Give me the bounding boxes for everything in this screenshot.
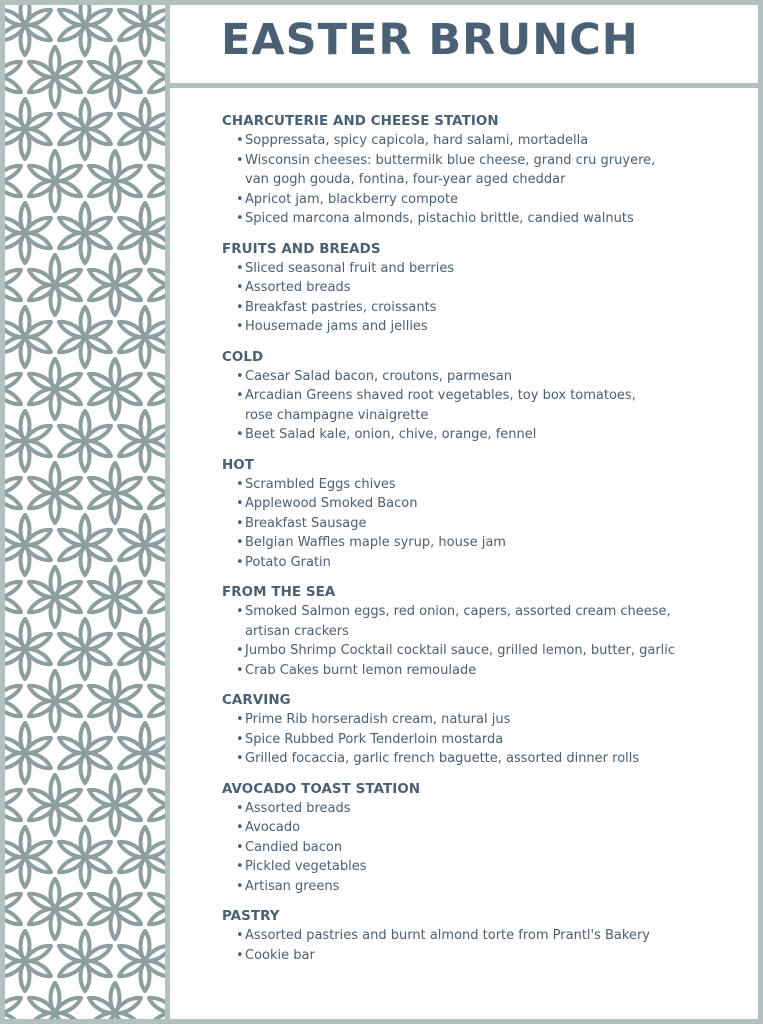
menu-section bbox=[222, 780, 742, 897]
menu-item bbox=[222, 475, 742, 495]
menu-item-text: Wisconsin cheeses: buttermilk blue cheese, grand cru gruyere, bbox=[245, 152, 656, 168]
bullet-icon: • bbox=[236, 211, 244, 226]
bullet-icon: • bbox=[236, 133, 244, 148]
bullet-icon: • bbox=[236, 662, 244, 678]
menu-item-text: Pickled vegetables bbox=[245, 859, 367, 874]
pattern-petal bbox=[5, 214, 27, 237]
bullet-icon: • bbox=[236, 604, 244, 619]
menu-item-list bbox=[222, 131, 742, 229]
menu-item bbox=[222, 926, 742, 946]
menu-item bbox=[222, 259, 742, 279]
menu-item-list bbox=[222, 259, 742, 337]
bullet-icon: • bbox=[236, 535, 244, 550]
pattern-petal bbox=[5, 318, 27, 341]
menu-item-text: Assorted pastries and burnt almond torte from Prantl's Bakery bbox=[245, 928, 650, 943]
section-title: COLD bbox=[222, 349, 264, 365]
bullet-icon: • bbox=[236, 476, 244, 492]
menu-item-text: Crab Cakes burnt lemon remoulade bbox=[245, 662, 477, 678]
menu-item-text: Beet Salad kale, onion, chive, orange, fennel bbox=[245, 427, 537, 442]
menu-item-text: rose champagne vinaigrette bbox=[245, 407, 429, 423]
menu-item bbox=[222, 749, 742, 769]
bullet-icon: • bbox=[236, 751, 244, 766]
pattern-petal bbox=[5, 526, 27, 549]
bullet-icon: • bbox=[236, 191, 244, 207]
bullet-icon: • bbox=[236, 731, 244, 747]
menu-item-list bbox=[222, 367, 742, 445]
bullet-icon: • bbox=[236, 299, 244, 315]
menu-item-text: Breakfast Sausage bbox=[245, 515, 367, 531]
menu-content bbox=[222, 112, 742, 976]
section-title: HOT bbox=[222, 457, 255, 473]
menu-item-list bbox=[222, 799, 742, 897]
menu-item-text: Spice Rubbed Pork Tenderloin mostarda bbox=[245, 731, 504, 747]
menu-item bbox=[222, 386, 742, 425]
bullet-icon: • bbox=[236, 554, 244, 570]
bullet-icon: • bbox=[236, 515, 244, 531]
menu-item-text: Caesar Salad bacon, croutons, parmesan bbox=[245, 368, 512, 384]
section-title: PASTRY bbox=[222, 909, 280, 924]
bullet-icon: • bbox=[236, 260, 244, 276]
menu-item bbox=[222, 799, 742, 819]
bullet-icon: • bbox=[236, 427, 244, 442]
menu-item-text: Smoked Salmon eggs, red onion, capers, assorted cream cheese, bbox=[245, 604, 671, 619]
menu-item bbox=[222, 425, 742, 445]
menu-item bbox=[222, 533, 742, 553]
pattern-petal bbox=[5, 734, 27, 757]
menu-item bbox=[222, 818, 742, 838]
bullet-icon: • bbox=[236, 928, 244, 943]
menu-item bbox=[222, 602, 742, 641]
bullet-icon: • bbox=[236, 839, 244, 855]
menu-item bbox=[222, 209, 742, 229]
menu-item bbox=[222, 730, 742, 750]
vertical-divider bbox=[165, 5, 170, 1019]
menu-section bbox=[222, 456, 742, 573]
menu-item bbox=[222, 514, 742, 534]
bullet-icon: • bbox=[236, 878, 244, 894]
pattern-petal bbox=[5, 110, 27, 133]
menu-item-text: Prime Rib horseradish cream, natural jus bbox=[245, 712, 511, 727]
menu-item-text: Spiced marcona almonds, pistachio brittle, candied walnuts bbox=[245, 211, 634, 226]
menu-item-text: Apricot jam, blackberry compote bbox=[245, 191, 459, 207]
menu-item bbox=[222, 298, 742, 318]
menu-item-text: Breakfast pastries, croissants bbox=[245, 299, 437, 315]
menu-item bbox=[222, 494, 742, 514]
section-title: AVOCADO TOAST STATION bbox=[222, 781, 421, 797]
menu-item-text: Soppressata, spicy capicola, hard salami, mortadella bbox=[245, 133, 589, 148]
menu-item-text: Jumbo Shrimp Cocktail cocktail sauce, grilled lemon, butter, garlic bbox=[245, 643, 676, 658]
menu-section bbox=[222, 907, 742, 965]
menu-item-list bbox=[222, 602, 742, 680]
menu-section bbox=[222, 240, 742, 337]
menu-item-text: Arcadian Greens shaved root vegetables, toy box tomatoes, bbox=[245, 388, 636, 403]
menu-item-text: Sliced seasonal fruit and berries bbox=[245, 260, 455, 276]
menu-item-text: Avocado bbox=[245, 820, 301, 835]
bullet-icon: • bbox=[236, 859, 244, 874]
menu-item-text: Artisan greens bbox=[245, 878, 340, 894]
menu-item-text: Belgian Waffles maple syrup, house jam bbox=[245, 535, 506, 550]
menu-item bbox=[222, 553, 742, 573]
menu-item-list bbox=[222, 710, 742, 769]
menu-item bbox=[222, 710, 742, 730]
pattern-petal bbox=[5, 630, 27, 653]
menu-section bbox=[222, 348, 742, 445]
menu-item-list bbox=[222, 475, 742, 573]
floral-pattern-graphic bbox=[5, 5, 165, 1019]
menu-item-text: Assorted breads bbox=[245, 280, 351, 295]
menu-item-text: Cookie bar bbox=[245, 947, 315, 963]
bullet-icon: • bbox=[236, 280, 244, 295]
menu-item-text: Potato Gratin bbox=[245, 554, 331, 570]
menu-item-text: van gogh gouda, fontina, four-year aged cheddar bbox=[245, 172, 566, 187]
pattern-petal bbox=[5, 838, 27, 861]
menu-item bbox=[222, 946, 742, 966]
menu-item-text: Housemade jams and jellies bbox=[245, 319, 428, 334]
section-title: FROM THE SEA bbox=[222, 585, 336, 600]
bullet-icon: • bbox=[236, 152, 244, 168]
menu-section bbox=[222, 583, 742, 680]
section-title: CHARCUTERIE AND CHEESE STATION bbox=[222, 114, 499, 129]
menu-item bbox=[222, 857, 742, 877]
menu-item bbox=[222, 278, 742, 298]
pattern-petal bbox=[5, 942, 27, 965]
menu-item-text: Applewood Smoked Bacon bbox=[245, 496, 418, 511]
pattern-petal bbox=[5, 422, 27, 445]
section-title: CARVING bbox=[222, 693, 291, 708]
decorative-pattern-panel bbox=[5, 5, 165, 1019]
menu-item-text: Assorted breads bbox=[245, 800, 351, 816]
menu-item bbox=[222, 151, 742, 190]
bullet-icon: • bbox=[236, 388, 244, 403]
menu-item bbox=[222, 838, 742, 858]
menu-item bbox=[222, 190, 742, 210]
menu-section bbox=[222, 112, 742, 229]
menu-item bbox=[222, 641, 742, 661]
menu-item-text: artisan crackers bbox=[245, 623, 349, 639]
menu-item bbox=[222, 131, 742, 151]
menu-section bbox=[222, 691, 742, 769]
menu-item bbox=[222, 367, 742, 387]
bullet-icon: • bbox=[236, 496, 244, 511]
menu-item bbox=[222, 661, 742, 681]
title-band bbox=[170, 5, 758, 88]
page-title: EASTER BRUNCH bbox=[221, 15, 639, 65]
bullet-icon: • bbox=[236, 800, 244, 816]
pattern-petal bbox=[5, 6, 27, 29]
bullet-icon: • bbox=[236, 319, 244, 334]
section-title: FRUITS AND BREADS bbox=[222, 241, 381, 257]
menu-item-text: Grilled focaccia, garlic french baguette, assorted dinner rolls bbox=[245, 751, 640, 766]
bullet-icon: • bbox=[236, 368, 244, 384]
menu-item-text: Scrambled Eggs chives bbox=[245, 476, 396, 492]
bullet-icon: • bbox=[236, 947, 244, 963]
bullet-icon: • bbox=[236, 643, 244, 658]
menu-item-list bbox=[222, 926, 742, 965]
menu-item bbox=[222, 877, 742, 897]
bullet-icon: • bbox=[236, 712, 244, 727]
menu-item bbox=[222, 317, 742, 337]
bullet-icon: • bbox=[236, 820, 244, 835]
menu-item-text: Candied bacon bbox=[245, 839, 343, 855]
